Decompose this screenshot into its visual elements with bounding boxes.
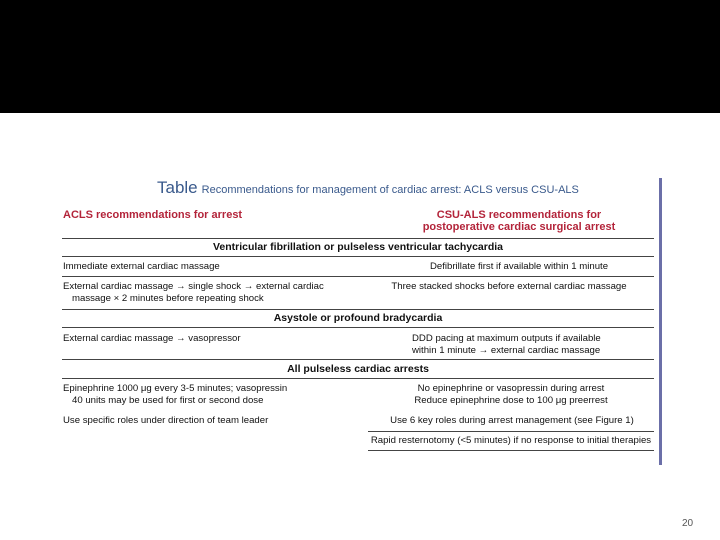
section-title-vf: Ventricular fibrillation or pulseless ventricular tachycardia: [212, 241, 504, 253]
cell-right: [412, 333, 601, 356]
section-title-asystole: Asystole or profound bradycardia: [273, 312, 443, 324]
cell-line: 40 units may be used for first or second dose: [72, 394, 264, 406]
page-number: 20: [682, 518, 694, 529]
header-csu-als-line-2: postoperative cardiac surgical arrest: [422, 221, 616, 233]
divider: [62, 256, 654, 257]
cell-left: Immediate external cardiac massage: [63, 261, 220, 272]
cell-left: [63, 383, 287, 406]
vertical-rule: [659, 178, 662, 465]
cell-right: Rapid resternotomy (<5 minutes) if no response to initial therapies: [370, 435, 652, 446]
divider: [62, 276, 654, 277]
cell-left: [63, 281, 324, 304]
cell-line: Reduce epinephrine dose to 100 μg preerrest: [414, 394, 608, 406]
divider: [62, 238, 654, 239]
cell-line: No epinephrine or vasopressin during arrest: [417, 383, 605, 394]
divider: [62, 378, 654, 379]
title-bar: [0, 0, 720, 113]
section-title-pulseless: All pulseless cardiac arrests: [287, 363, 429, 375]
header-csu-als: [404, 209, 634, 233]
cell-left: External cardiac massage → vasopressor: [63, 333, 241, 344]
table-title-word: Table: [157, 178, 198, 197]
cell-line: massage × 2 minutes before repeating shock: [72, 292, 264, 304]
cell-line: within 1 minute → external cardiac massage: [412, 344, 601, 356]
cell-line: Epinephrine 1000 μg every 3-5 minutes; vasopressin: [63, 383, 288, 394]
table-title-text: Recommendations for management of cardiac arrest: ACLS versus CSU-ALS: [201, 184, 579, 196]
table-title: [157, 178, 579, 198]
divider: [62, 327, 654, 328]
cell-right: Three stacked shocks before external cardiac massage: [391, 281, 627, 292]
header-acls: ACLS recommendations for arrest: [63, 209, 243, 221]
cell-line: External cardiac massage → single shock → external cardiac: [63, 281, 324, 292]
cell-right: Use 6 key roles during arrest management (see Figure 1): [390, 415, 634, 426]
header-csu-als-line-1: CSU-ALS recommendations for: [436, 209, 602, 221]
divider: [368, 450, 654, 451]
divider: [368, 431, 654, 432]
divider: [62, 359, 654, 360]
cell-left: Use specific roles under direction of team leader: [63, 415, 269, 426]
cell-line: DDD pacing at maximum outputs if available: [412, 333, 601, 344]
divider: [62, 309, 654, 310]
cell-right: [398, 383, 624, 406]
cell-right: Defibrillate first if available within 1 minute: [429, 261, 609, 272]
